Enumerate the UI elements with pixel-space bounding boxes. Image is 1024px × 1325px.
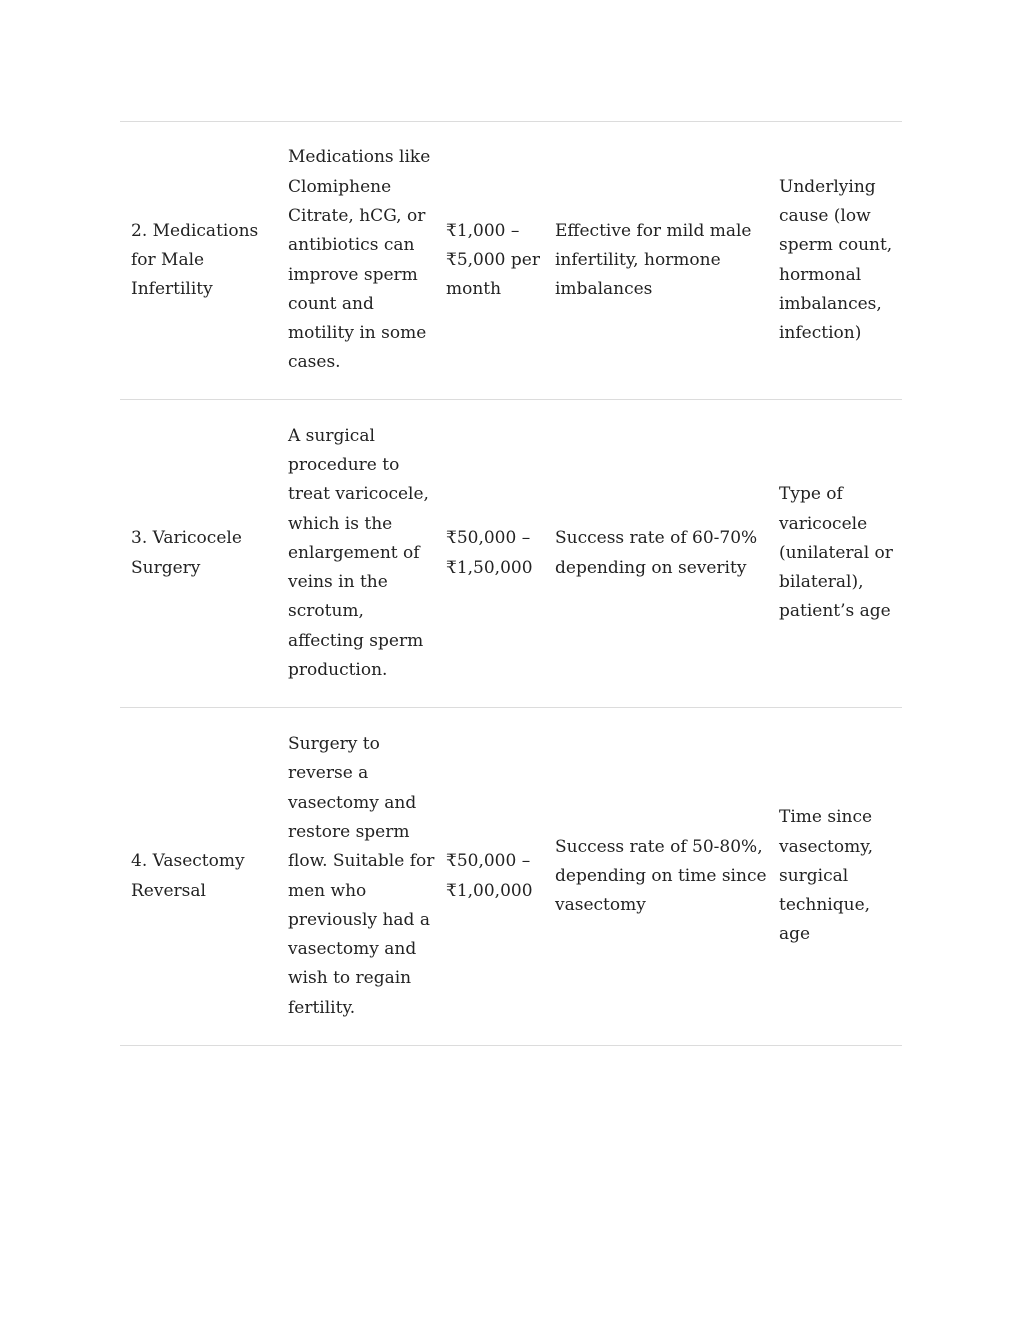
success-rate-cell: Effective for mild male infertility, hormone imbalances — [555, 220, 752, 300]
success-rate-cell: Success rate of 60-70% depending on severity — [555, 528, 758, 578]
description-cell: Surgery to reverse a vasectomy and restore sperm flow. Suitable for men who previously had a vasectomy and wish to regain fertility. — [288, 734, 435, 1018]
cost-cell: ₹50,000 – ₹1,50,000 — [446, 528, 533, 578]
treatment-name-cell: 4. Vasectomy Reversal — [131, 851, 245, 901]
cost-cell: ₹50,000 – ₹1,00,000 — [446, 851, 533, 901]
treatment-cost-table-container — [120, 121, 902, 1046]
treatment-name-cell: 3. Varicocele Surgery — [131, 528, 242, 578]
table-row — [120, 708, 902, 1046]
description-cell: A surgical procedure to treat varicocele, which is the enlargement of veins in the scrotum, affecting sperm production. — [288, 425, 429, 681]
cost-cell: ₹1,000 – ₹5,000 per month — [446, 220, 540, 300]
factors-cell: Underlying cause (low sperm count, hormonal imbalances, infection) — [779, 176, 893, 344]
treatment-name-cell: 2. Medications for Male Infertility — [131, 220, 259, 300]
table-row — [120, 122, 902, 400]
treatment-cost-table — [120, 121, 902, 1046]
factors-cell: Time since vasectomy, surgical technique, age — [779, 807, 873, 945]
table-row — [120, 400, 902, 708]
success-rate-cell: Success rate of 50-80%, depending on time since vasectomy — [555, 836, 767, 916]
description-cell: Medications like Clomiphene Citrate, hCG, or antibiotics can improve sperm count and motility in some cases. — [288, 147, 431, 373]
factors-cell: Type of varicocele (unilateral or bilateral), patient’s age — [779, 484, 893, 622]
